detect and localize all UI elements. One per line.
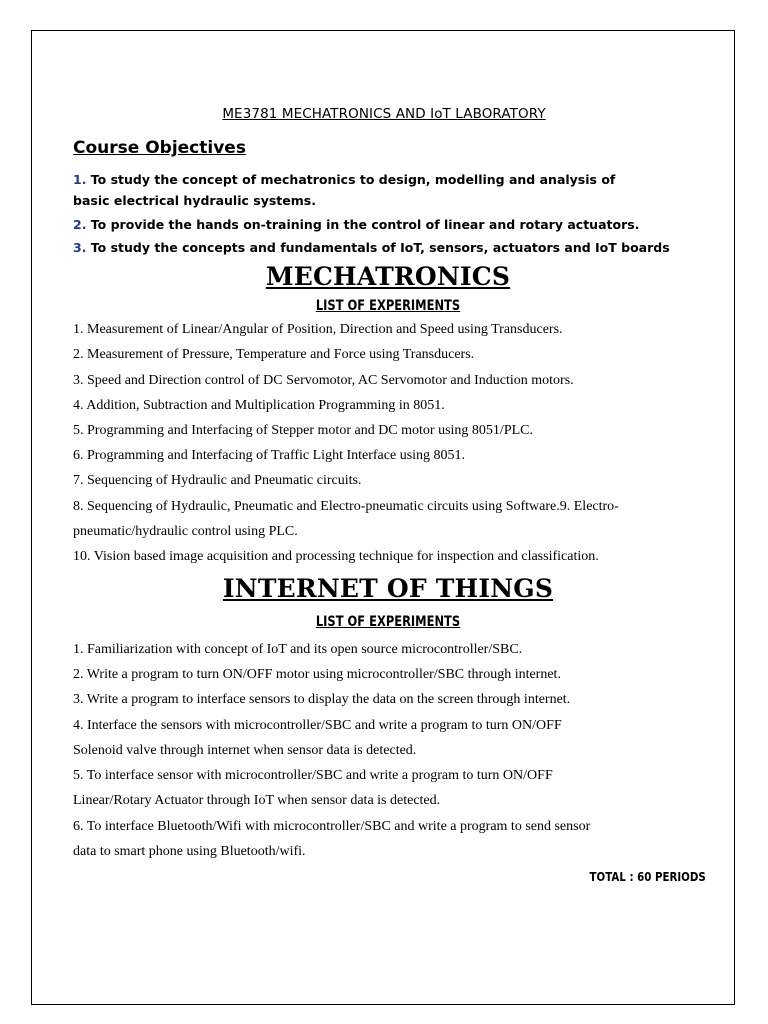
mechatronics-experiment-line: 5. Programming and Interfacing of Stepper motor and DC motor using 8051/PLC. <box>73 423 533 438</box>
document-title: ME3781 MECHATRONICS AND IoT LABORATORY <box>222 106 546 122</box>
objective-2-number: 2. <box>73 217 87 232</box>
mechatronics-experiment-line: 1. Measurement of Linear/Angular of Position, Direction and Speed using Transducers. <box>73 322 563 337</box>
iot-heading: INTERNET OF THINGS <box>222 574 554 603</box>
iot-experiment-line: data to smart phone using Bluetooth/wifi. <box>73 844 306 859</box>
iot-list-heading: LIST OF EXPERIMENTS <box>315 614 461 630</box>
objective-1-continuation: basic electrical hydraulic systems. <box>73 193 316 208</box>
objective-3-number: 3. <box>73 240 87 255</box>
iot-experiment-line: 6. To interface Bluetooth/Wifi with microcontroller/SBC and write a program to send sensor <box>73 819 591 834</box>
mechatronics-experiment-line: 7. Sequencing of Hydraulic and Pneumatic circuits. <box>73 473 362 488</box>
iot-experiment-line: 4. Interface the sensors with microcontroller/SBC and write a program to turn ON/OFF <box>73 718 562 733</box>
iot-experiment-line: 5. To interface sensor with microcontroller/SBC and write a program to turn ON/OFF <box>73 768 553 783</box>
objective-3 <box>73 240 670 255</box>
iot-experiment-line: 1. Familiarization with concept of IoT and its open source microcontroller/SBC. <box>73 642 523 657</box>
objective-2 <box>73 217 639 232</box>
objective-1-number: 1. <box>73 172 87 187</box>
objective-1 <box>73 172 615 187</box>
mechatronics-experiment-line: pneumatic/hydraulic control using PLC. <box>73 524 298 539</box>
mechatronics-heading: MECHATRONICS <box>265 262 511 291</box>
objectives-heading: Course Objectives <box>73 138 246 158</box>
objective-1-text: To study the concept of mechatronics to design, modelling and analysis of <box>86 172 616 187</box>
mechatronics-experiment-line: 3. Speed and Direction control of DC Servomotor, AC Servomotor and Induction motors. <box>73 373 574 388</box>
iot-experiment-line: 2. Write a program to turn ON/OFF motor using microcontroller/SBC through internet. <box>73 667 561 682</box>
mechatronics-experiment-line: 2. Measurement of Pressure, Temperature and Force using Transducers. <box>73 347 475 362</box>
mechatronics-experiment-line: 6. Programming and Interfacing of Traffic Light Interface using 8051. <box>73 448 466 463</box>
iot-experiment-line: Linear/Rotary Actuator through IoT when sensor data is detected. <box>73 793 441 808</box>
mechatronics-experiment-line: 8. Sequencing of Hydraulic, Pneumatic and Electro-pneumatic circuits using Software.9. Electro- <box>73 499 619 514</box>
total-periods: TOTAL : 60 PERIODS <box>589 869 706 884</box>
mechatronics-experiment-line: 4. Addition, Subtraction and Multiplication Programming in 8051. <box>73 398 445 413</box>
objective-2-text: To provide the hands on-training in the control of linear and rotary actuators. <box>86 217 640 232</box>
mechatronics-list-heading: LIST OF EXPERIMENTS <box>315 298 461 314</box>
mechatronics-experiment-line: 10. Vision based image acquisition and processing technique for inspection and classification. <box>73 549 599 564</box>
iot-experiment-line: 3. Write a program to interface sensors to display the data on the screen through internet. <box>73 692 571 707</box>
iot-experiment-line: Solenoid valve through internet when sensor data is detected. <box>73 743 417 758</box>
objective-3-text: To study the concepts and fundamentals of IoT, sensors, actuators and IoT boards <box>86 240 670 255</box>
